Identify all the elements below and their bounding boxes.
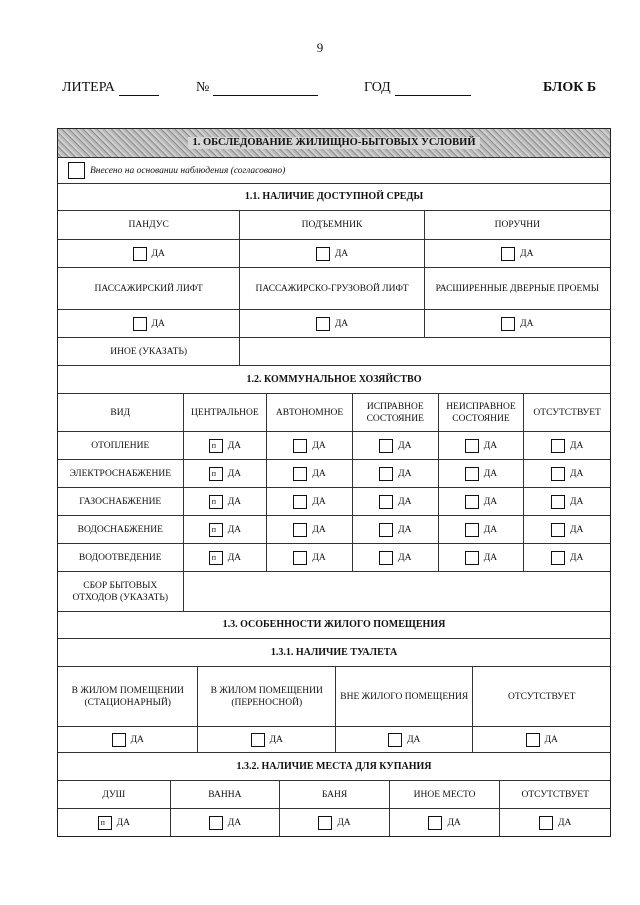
utility-working-yes[interactable]: ДА: [379, 467, 411, 481]
section11-title: 1.1. НАЛИЧИЕ ДОСТУПНОЙ СРЕДЫ: [244, 191, 424, 202]
utility-autonomous-yes[interactable]: ДА: [293, 551, 325, 565]
toilet-outside-label: ВНЕ ЖИЛОГО ПОМЕЩЕНИЯ: [335, 667, 473, 726]
utility-broken-checkbox[interactable]: [465, 467, 479, 481]
page-number: 9: [316, 40, 324, 55]
wide-doors-label: РАСШИРЕННЫЕ ДВЕРНЫЕ ПРОЕМЫ: [424, 268, 610, 309]
number-label: №: [196, 80, 210, 95]
utility-central-checkbox[interactable]: п: [209, 495, 223, 509]
utility-row: [58, 487, 610, 515]
utility-row: [58, 515, 610, 543]
utility-broken-checkbox[interactable]: [465, 523, 479, 537]
handrail-label: ПОРУЧНИ: [424, 211, 610, 239]
col-broken: НЕИСПРАВНОЕ СОСТОЯНИЕ: [438, 394, 524, 431]
utility-label: ВОДООТВЕДЕНИЕ: [78, 552, 162, 563]
col-autonomous: АВТОНОМНОЕ: [266, 394, 352, 431]
number-field[interactable]: [196, 80, 318, 96]
ramp-checkbox[interactable]: [133, 247, 147, 261]
toilet-outside-yes[interactable]: ДА: [388, 733, 420, 747]
utility-absent-yes[interactable]: ДА: [551, 467, 583, 481]
utility-working-checkbox[interactable]: [379, 551, 393, 565]
bath-other-label: ИНОЕ МЕСТО: [389, 781, 500, 808]
utility-central-yes[interactable]: п ДА: [209, 551, 241, 565]
bath-shower-yes[interactable]: п ДА: [98, 816, 130, 830]
utility-row: [58, 543, 610, 571]
bath-other-checkbox[interactable]: [428, 816, 442, 830]
toilet-stationary-yes[interactable]: ДА: [112, 733, 144, 747]
utility-absent-yes[interactable]: ДА: [551, 551, 583, 565]
wide-doors-checkbox[interactable]: [501, 317, 515, 331]
utility-autonomous-yes[interactable]: ДА: [293, 439, 325, 453]
utility-label: ОТОПЛЕНИЕ: [91, 440, 150, 451]
toilet-stationary-checkbox[interactable]: [112, 733, 126, 747]
utility-working-yes[interactable]: ДА: [379, 523, 411, 537]
utility-absent-yes[interactable]: ДА: [551, 495, 583, 509]
utility-central-yes[interactable]: п ДА: [209, 495, 241, 509]
freight-lift-yes[interactable]: ДА: [316, 317, 348, 331]
other-input[interactable]: [239, 338, 610, 365]
freight-lift-checkbox[interactable]: [316, 317, 330, 331]
toilet-outside-checkbox[interactable]: [388, 733, 402, 747]
bath-absent-yes[interactable]: ДА: [539, 816, 571, 830]
year-line: [395, 82, 471, 96]
waste-input[interactable]: [183, 572, 610, 611]
ramp-yes[interactable]: ДА: [133, 247, 165, 261]
bath-absent-label: ОТСУТСТВУЕТ: [499, 781, 610, 808]
observed-row: Внесено на основании наблюдения (согласовано): [58, 158, 610, 183]
section13-title: 1.3. ОСОБЕННОСТИ ЖИЛОГО ПОМЕЩЕНИЯ: [222, 619, 446, 630]
observed-checkbox[interactable]: [68, 162, 85, 179]
passenger-lift-checkbox[interactable]: [133, 317, 147, 331]
utility-broken-checkbox[interactable]: [465, 495, 479, 509]
utility-row: [58, 459, 610, 487]
utility-central-yes[interactable]: п ДА: [209, 523, 241, 537]
lift-yes[interactable]: ДА: [316, 247, 348, 261]
utility-absent-checkbox[interactable]: [551, 467, 565, 481]
col-central: ЦЕНТРАЛЬНОЕ: [183, 394, 267, 431]
wide-doors-yes[interactable]: ДА: [501, 317, 533, 331]
bath-other-yes[interactable]: ДА: [428, 816, 460, 830]
litera-label: ЛИТЕРА: [62, 80, 115, 95]
utility-working-yes[interactable]: ДА: [379, 439, 411, 453]
utility-central-yes[interactable]: п ДА: [209, 439, 241, 453]
toilet-absent-checkbox[interactable]: [526, 733, 540, 747]
bath-tub-checkbox[interactable]: [209, 816, 223, 830]
bath-shower-label: ДУШ: [102, 789, 126, 800]
lift-label: ПОДЪЕМНИК: [239, 211, 423, 239]
utility-broken-yes[interactable]: ДА: [465, 495, 497, 509]
utility-broken-checkbox[interactable]: [465, 439, 479, 453]
utility-central-checkbox[interactable]: п: [209, 551, 223, 565]
block-label: БЛОК Б: [543, 80, 597, 95]
number-line: [213, 82, 318, 96]
utility-broken-yes[interactable]: ДА: [465, 551, 497, 565]
utility-autonomous-checkbox[interactable]: [293, 467, 307, 481]
bath-tub-yes[interactable]: ДА: [209, 816, 241, 830]
toilet-portable-label: В ЖИЛОМ ПОМЕЩЕНИИ (ПЕРЕНОСНОЙ): [197, 667, 335, 726]
utility-working-checkbox[interactable]: [379, 523, 393, 537]
section1-title: 1. ОБСЛЕДОВАНИЕ ЖИЛИЩНО-БЫТОВЫХ УСЛОВИЙ: [58, 129, 610, 157]
year-field[interactable]: [364, 80, 471, 96]
utility-autonomous-checkbox[interactable]: [293, 551, 307, 565]
utility-central-checkbox[interactable]: п: [209, 467, 223, 481]
utility-label: ВОДОСНАБЖЕНИЕ: [77, 524, 163, 535]
toilet-absent-yes[interactable]: ДА: [526, 733, 558, 747]
handrail-checkbox[interactable]: [501, 247, 515, 261]
utility-central-yes[interactable]: п ДА: [209, 467, 241, 481]
toilet-title: 1.3.1. НАЛИЧИЕ ТУАЛЕТА: [270, 646, 398, 658]
utility-autonomous-checkbox[interactable]: [293, 495, 307, 509]
toilet-stationary-label: В ЖИЛОМ ПОМЕЩЕНИИ (СТАЦИОНАРНЫЙ): [71, 685, 184, 708]
utility-autonomous-yes[interactable]: ДА: [293, 495, 325, 509]
bath-shower-checkbox[interactable]: п: [98, 816, 112, 830]
utility-row: [58, 431, 610, 459]
utility-absent-checkbox[interactable]: [551, 439, 565, 453]
bath-sauna-yes[interactable]: ДА: [318, 816, 350, 830]
lift-checkbox[interactable]: [316, 247, 330, 261]
bath-sauna-label: БАНЯ: [279, 781, 389, 808]
utility-label: ГАЗОСНАБЖЕНИЕ: [79, 496, 162, 507]
utility-central-checkbox[interactable]: п: [209, 439, 223, 453]
utility-working-checkbox[interactable]: [379, 495, 393, 509]
handrail-yes[interactable]: ДА: [501, 247, 533, 261]
utility-absent-checkbox[interactable]: [551, 551, 565, 565]
utility-broken-checkbox[interactable]: [465, 551, 479, 565]
toilet-absent-label: ОТСУТСТВУЕТ: [472, 667, 610, 726]
litera-line: [119, 82, 159, 96]
col-absent: ОТСУТСТВУЕТ: [523, 394, 610, 431]
passenger-lift-yes[interactable]: ДА: [133, 317, 165, 331]
utility-working-yes[interactable]: ДА: [379, 551, 411, 565]
waste-label: СБОР БЫТОВЫХ ОТХОДОВ (УКАЗАТЬ): [72, 580, 169, 603]
survey-form: [57, 128, 611, 837]
utility-broken-yes[interactable]: ДА: [465, 439, 497, 453]
other-label: ИНОЕ (УКАЗАТЬ): [110, 346, 188, 357]
utility-autonomous-yes[interactable]: ДА: [293, 467, 325, 481]
col-working: ИСПРАВНОЕ СОСТОЯНИЕ: [352, 394, 438, 431]
utility-working-checkbox[interactable]: [379, 467, 393, 481]
freight-lift-label: ПАССАЖИРСКО-ГРУЗОВОЙ ЛИФТ: [239, 268, 423, 309]
utility-absent-yes[interactable]: ДА: [551, 439, 583, 453]
utility-autonomous-checkbox[interactable]: [293, 439, 307, 453]
utility-absent-yes[interactable]: ДА: [551, 523, 583, 537]
passenger-lift-label: ПАССАЖИРСКИЙ ЛИФТ: [94, 283, 203, 294]
bath-tub-label: ВАННА: [170, 781, 280, 808]
utility-autonomous-yes[interactable]: ДА: [293, 523, 325, 537]
utility-label: ЭЛЕКТРОСНАБЖЕНИЕ: [69, 468, 172, 479]
utility-working-yes[interactable]: ДА: [379, 495, 411, 509]
utility-broken-yes[interactable]: ДА: [465, 467, 497, 481]
section12-title: 1.2. КОММУНАЛЬНОЕ ХОЗЯЙСТВО: [246, 373, 422, 385]
utility-autonomous-checkbox[interactable]: [293, 523, 307, 537]
litera-field[interactable]: [62, 80, 159, 96]
utility-absent-checkbox[interactable]: [551, 523, 565, 537]
utility-absent-checkbox[interactable]: [551, 495, 565, 509]
toilet-portable-checkbox[interactable]: [251, 733, 265, 747]
bath-sauna-checkbox[interactable]: [318, 816, 332, 830]
utility-working-checkbox[interactable]: [379, 439, 393, 453]
col-kind: ВИД: [110, 407, 131, 418]
bath-absent-checkbox[interactable]: [539, 816, 553, 830]
year-label: ГОД: [364, 80, 391, 95]
toilet-portable-yes[interactable]: ДА: [251, 733, 283, 747]
ramp-label: ПАНДУС: [128, 220, 169, 230]
utility-central-checkbox[interactable]: п: [209, 523, 223, 537]
utility-broken-yes[interactable]: ДА: [465, 523, 497, 537]
bath-title: 1.3.2. НАЛИЧИЕ МЕСТА ДЛЯ КУПАНИЯ: [236, 760, 432, 772]
